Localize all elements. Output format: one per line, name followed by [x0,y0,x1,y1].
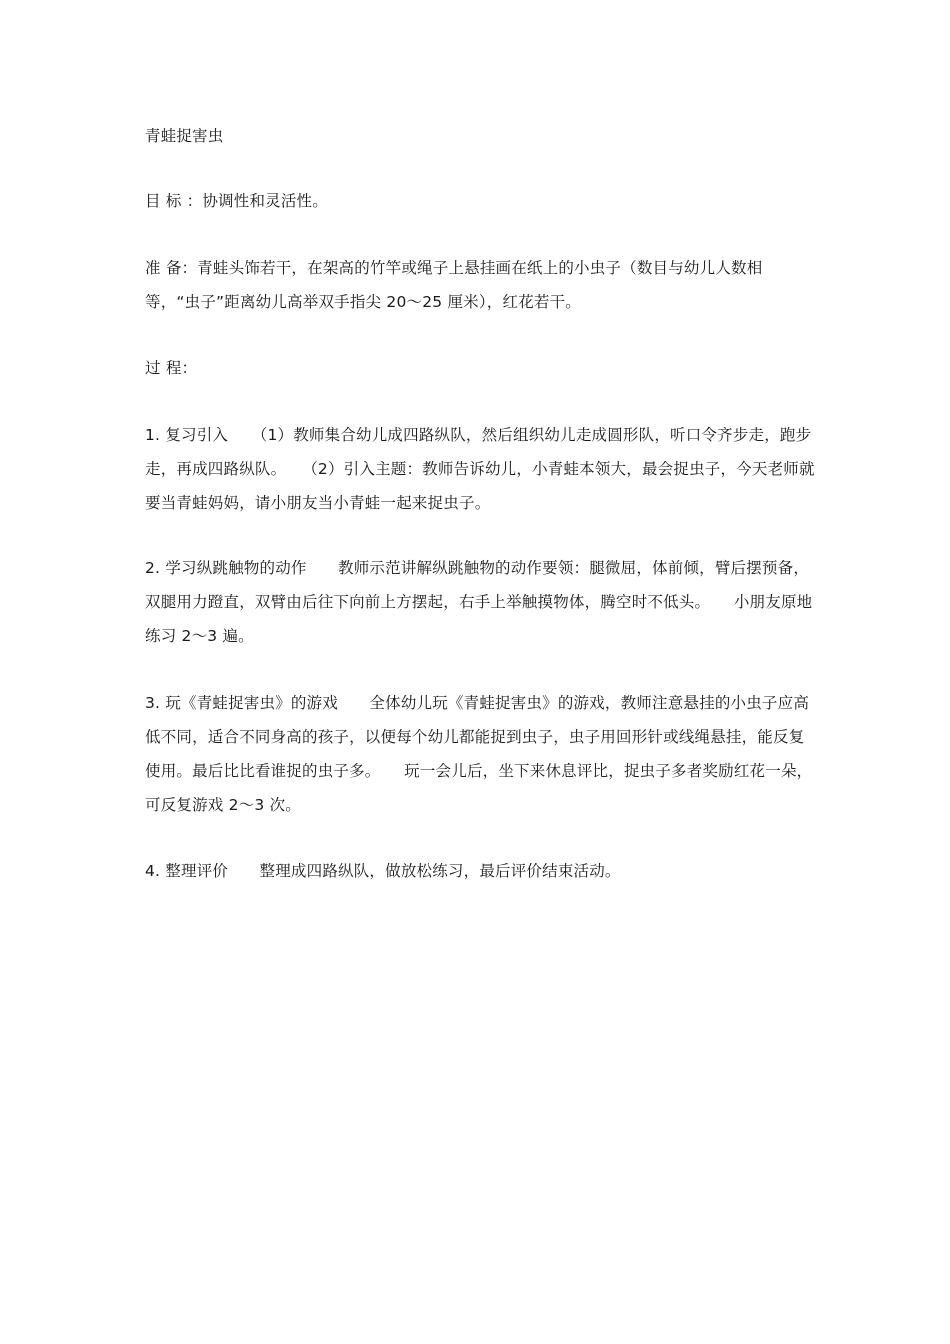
preparation-paragraph: 准 备：青蛙头饰若干，在架高的竹竿或绳子上悬挂画在纸上的小虫子（数目与幼儿人数相等，“虫子”距离幼儿高举双手指尖 20～25 厘米），红花若干。 [145,259,763,311]
goal-paragraph: 目 标 ：协调性和灵活性。 [145,192,328,210]
document-title: 青蛙捉害虫 [145,127,224,145]
step-paragraph-2: 2. 学习纵跳触物的动作 教师示范讲解纵跳触物的动作要领：腿微屈，体前倾，臂后摆预备，双腿用力蹬直，双臂由后往下向前上方摆起，右手上举触摸物体，腾空时不低头。 小朋友原地练习 2～3 遍。 [145,559,813,645]
process-heading: 过 程： [145,359,198,377]
step-paragraph-4: 4. 整理评价 整理成四路纵队，做放松练习，最后评价结束活动。 [145,862,621,880]
step-paragraph-1: 1. 复习引入 （1）教师集合幼儿成四路纵队，然后组织幼儿走成圆形队，听口令齐步走，跑步走，再成四路纵队。 （2）引入主题：教师告诉幼儿，小青蛙本领大，最会捉虫子，今天老师就要当青蛙妈妈，请小朋友当小青蛙一起来捉虫子。 [145,426,815,512]
step-paragraph-3: 3. 玩《青蛙捉害虫》的游戏 全体幼儿玩《青蛙捉害虫》的游戏，教师注意悬挂的小虫子应高低不同，适合不同身高的孩子，以便每个幼儿都能捉到虫子，虫子用回形针或线绳悬挂，能反复使用。最后比比看谁捉的虫子多。 玩一会儿后，坐下来休息评比，捉虫子多者奖励红花一朵，可反复游戏 2～3 次。 [145,694,813,814]
